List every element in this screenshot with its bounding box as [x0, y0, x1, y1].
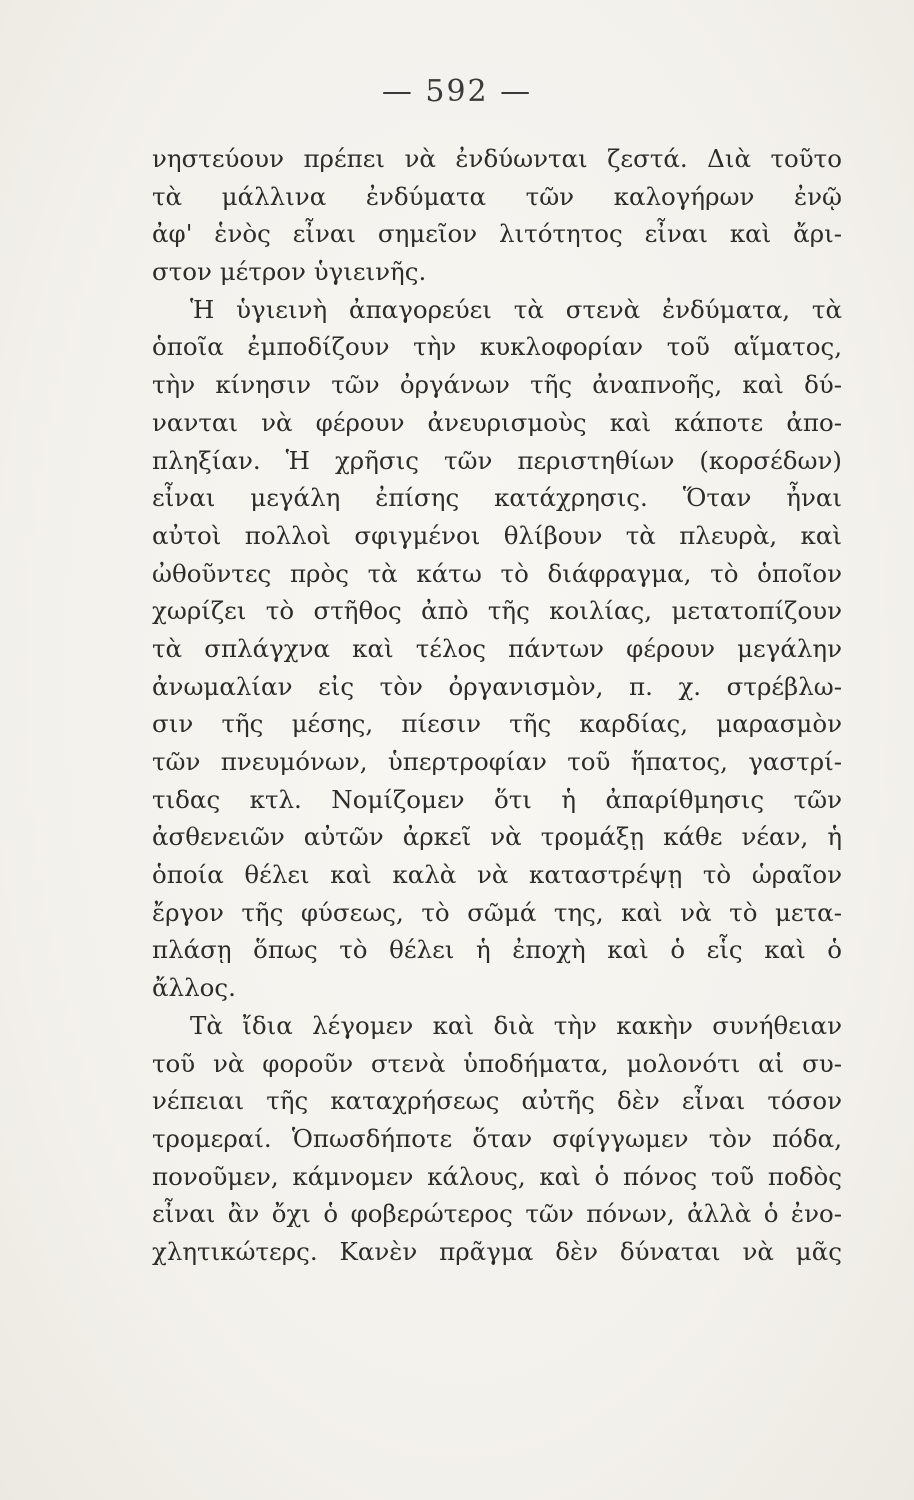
text-line: τοῦ νὰ φοροῦν στενὰ ὑποδήματα, μολονότι αἱ συ-	[152, 1048, 842, 1078]
text-line: χλητικώτερς. Κανὲν πρᾶγμα δὲν δύναται νὰ μᾶς	[152, 1236, 842, 1266]
text-line: τιδας κτλ. Νομίζομεν ὅτι ἡ ἀπαρίθμησις τῶν	[152, 784, 842, 814]
text-line: ἀνωμαλίαν εἰς τὸν ὀργανισμὸν, π. χ. στρέβλω-	[152, 671, 842, 701]
text-line: πονοῦμεν, κάμνομεν κάλους, καὶ ὁ πόνος τοῦ ποδὸς	[152, 1161, 842, 1191]
text-line: τὰ σπλάγχνα καὶ τέλος πάντων φέρουν μεγάλην	[152, 633, 842, 663]
text-line: εἶναι μεγάλη ἐπίσης κατάχρησις. Ὅταν ἦναι	[152, 483, 842, 513]
text-line: ὁποία θέλει καὶ καλὰ νὰ καταστρέψῃ τὸ ὡραῖον	[152, 860, 842, 890]
text-line: σιν τῆς μέσης, πίεσιν τῆς καρδίας, μαρασμὸν	[152, 709, 842, 739]
text-line: πλάσῃ ὅπως τὸ θέλει ἡ ἐποχὴ καὶ ὁ εἷς καὶ ὁ	[152, 935, 842, 965]
text-line: τρομεραί. Ὁπωσδήποτε ὅταν σφίγγωμεν τὸν πόδα,	[152, 1123, 842, 1153]
text-line: νέπειαι τῆς καταχρήσεως αὐτῆς δὲν εἶναι τόσον	[152, 1086, 842, 1116]
text-line: ἄλλος.	[152, 973, 236, 1003]
body-text	[142, 140, 842, 1271]
text-line: νηστεύουν πρέπει νὰ ἐνδύωνται ζεστά. Διὰ τοῦτο	[152, 144, 842, 173]
text-line: αὐτοὶ πολλοὶ σφιγμένοι θλίβουν τὰ πλευρὰ, καὶ	[152, 520, 842, 550]
text-line: τὴν κίνησιν τῶν ὀργάνων τῆς ἀναπνοῆς, καὶ δύ-	[152, 370, 842, 400]
text-line: νανται νὰ φέρουν ἀνευρισμοὺς καὶ κάποτε ἀπο-	[152, 407, 842, 437]
text-line: ὠθοῦντες πρὸς τὰ κάτω τὸ διάφραγμα, τὸ ὁποῖον	[152, 558, 842, 588]
text-line: ἀφ' ἑνὸς εἶναι σημεῖον λιτότητος εἶναι καὶ ἄρι-	[152, 219, 842, 249]
text-line: ἀσθενειῶν αὐτῶν ἀρκεῖ νὰ τρομάξῃ κάθε νέαν, ἡ	[152, 822, 842, 852]
text-line: τῶν πνευμόνων, ὑπερτροφίαν τοῦ ἥπατος, γαστρί-	[152, 747, 842, 776]
text-line: Τὰ ἴδια λέγομεν καὶ διὰ τὴν κακὴν συνήθειαν	[190, 1010, 842, 1040]
page-number-header: — 592 —	[381, 74, 533, 109]
text-line: στον μέτρον ὑγιεινῆς.	[152, 257, 427, 287]
text-line: χωρίζει τὸ στῆθος ἀπὸ τῆς κοιλίας, μετατοπίζουν	[152, 596, 842, 626]
text-line: τὰ μάλλινα ἐνδύματα τῶν καλογήρων ἐνῷ	[152, 181, 842, 211]
text-line: εἶναι ἂν ὄχι ὁ φοβερώτερος τῶν πόνων, ἀλλὰ ὁ ἐνο-	[152, 1199, 842, 1229]
text-line: Ἡ ὑγιεινὴ ἀπαγορεύει τὰ στενὰ ἐνδύματα, τὰ	[190, 294, 842, 324]
text-line: πληξίαν. Ἡ χρῆσις τῶν περιστηθίων (κορσέδων)	[152, 445, 842, 475]
text-line: ἔργον τῆς φύσεως, τὸ σῶμά της, καὶ νὰ τὸ μετα-	[152, 897, 842, 927]
text-line: ὁποῖα ἐμποδίζουν τὴν κυκλοφορίαν τοῦ αἵματος,	[152, 332, 842, 362]
